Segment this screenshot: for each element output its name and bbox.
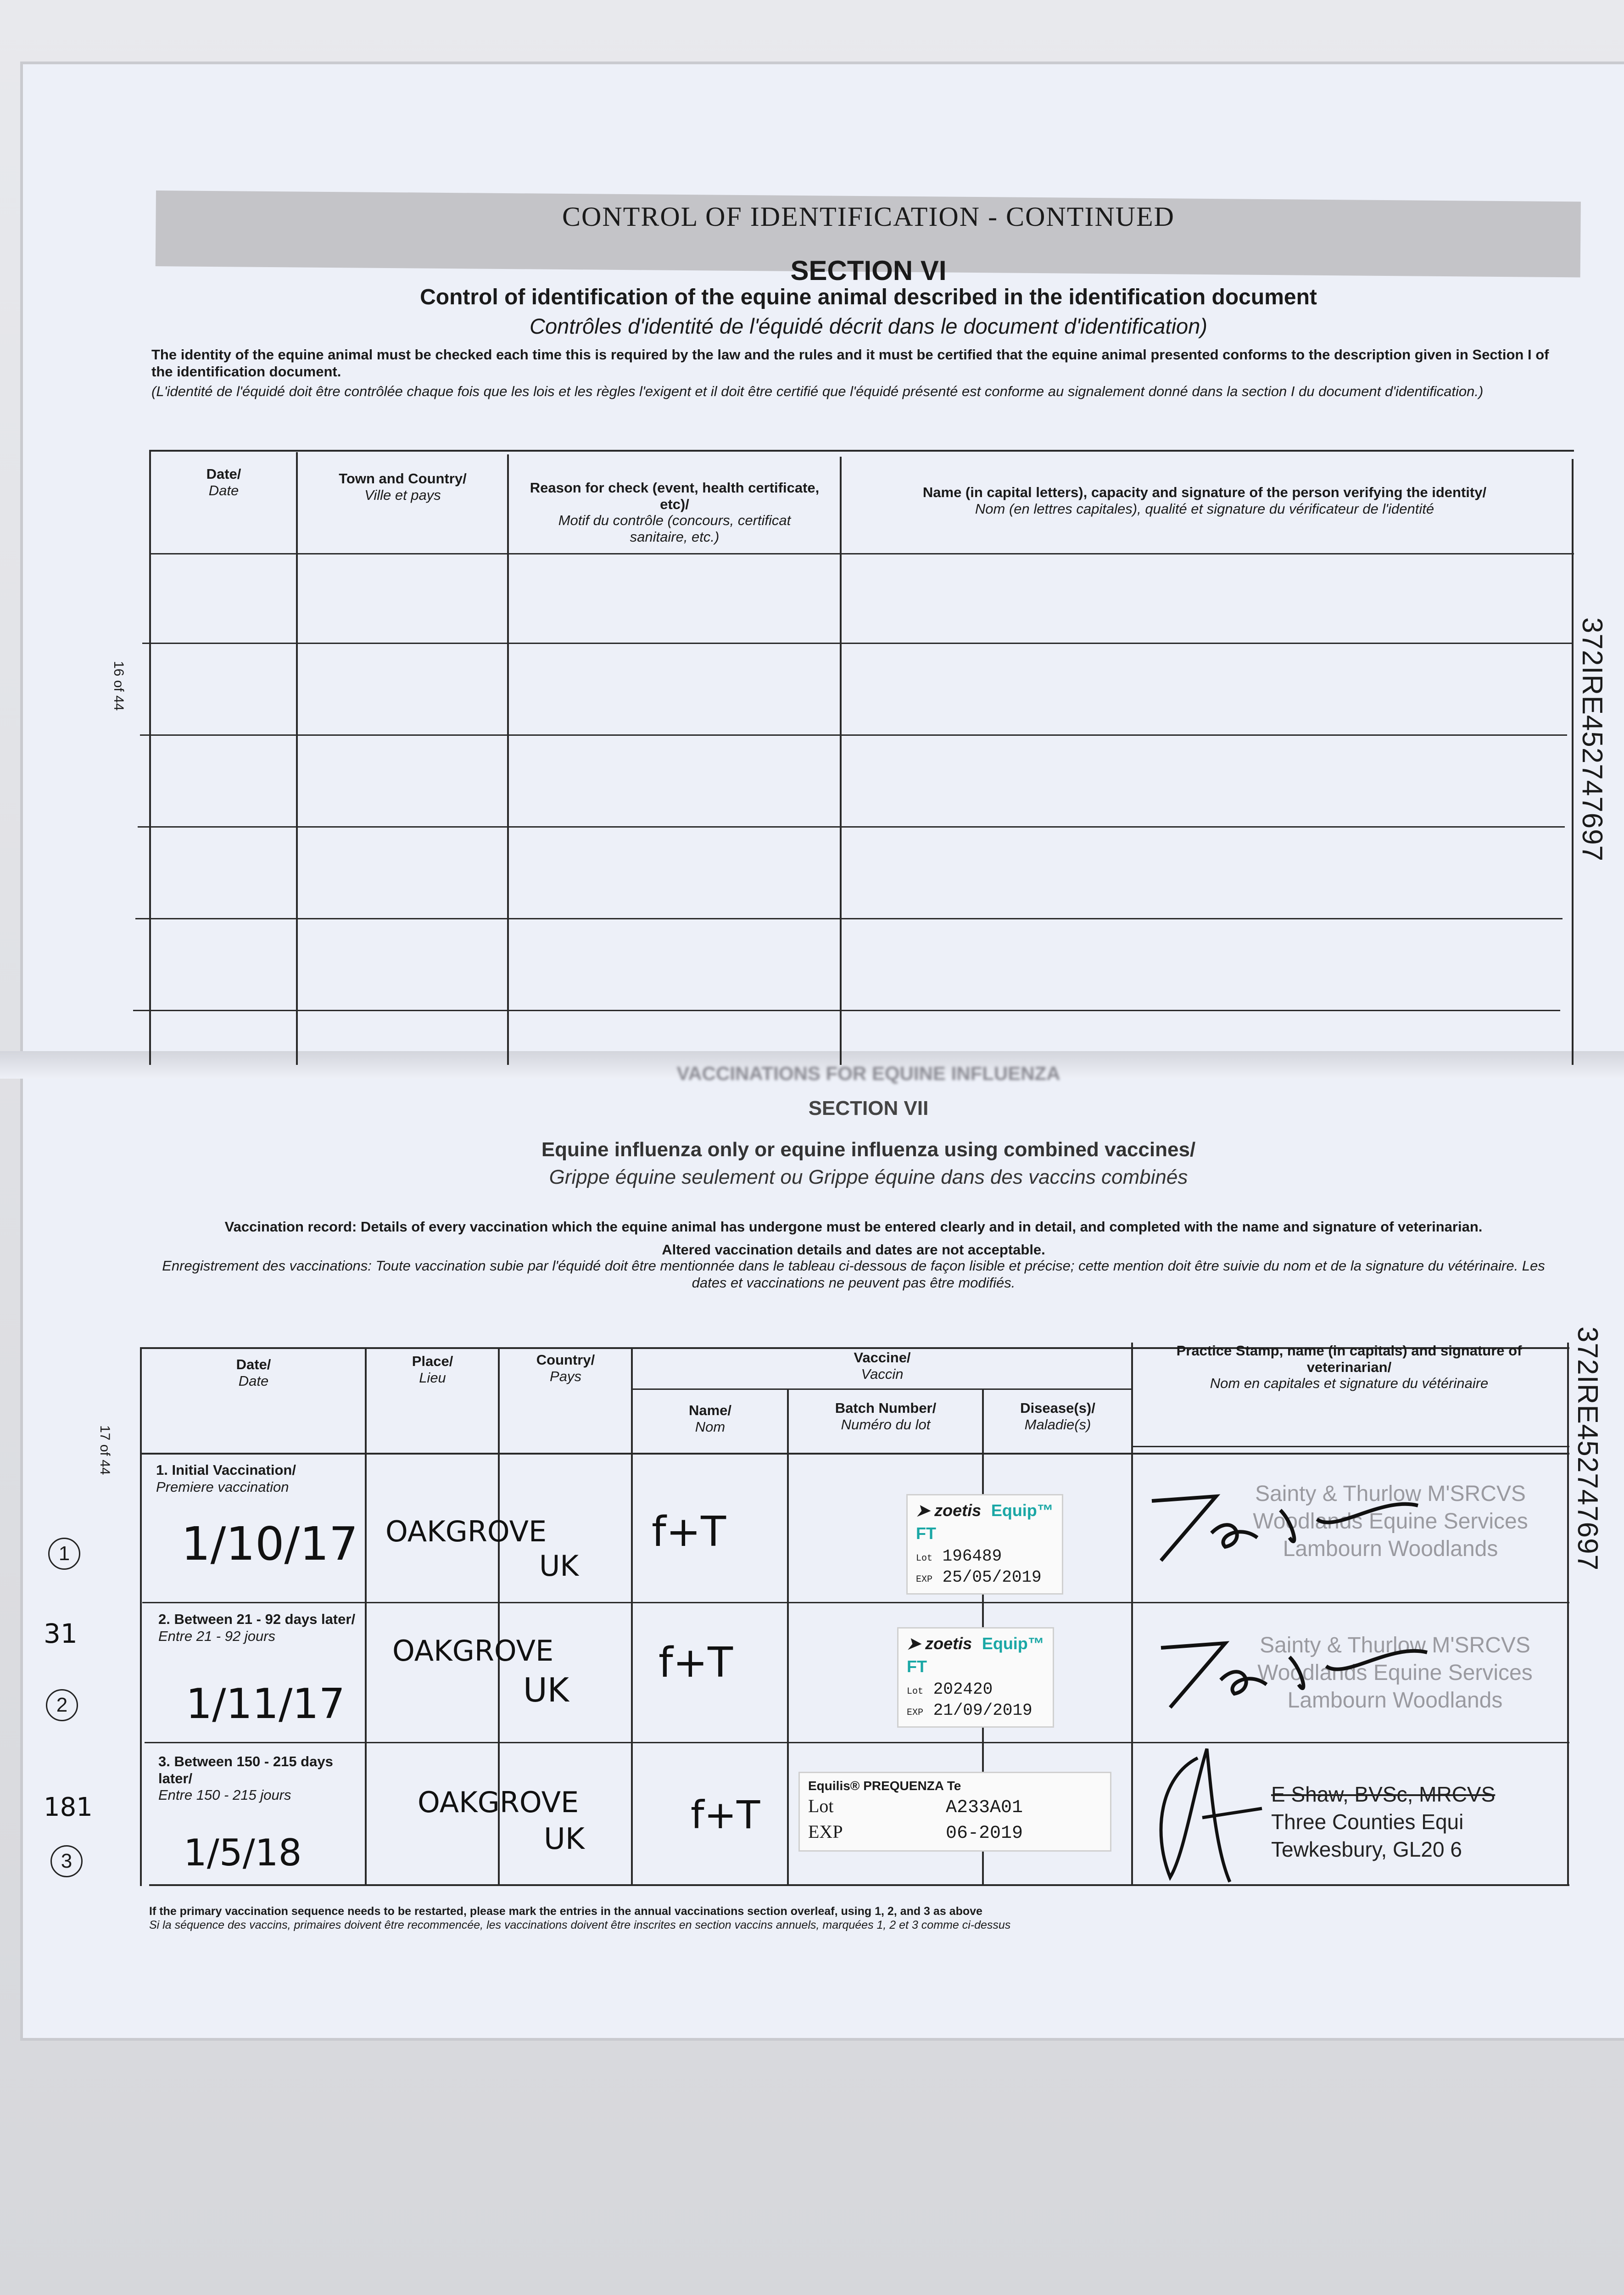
vax-name: f+T <box>659 1639 733 1687</box>
vet-signature-3 <box>1143 1740 1271 1891</box>
col-town-header: Town and Country/ Ville et pays <box>339 470 467 503</box>
col-practice-header: Practice Stamp, name (in capitals) and signature of veterinarian/ Nom en capitales et signature du vétérinaire <box>1176 1343 1522 1392</box>
section6-intro-fr: (L'identité de l'équidé doit être contrôlée chaque fois que les lois et les règles l'exigent et il doit être certifié que l'équidé présenté est conforme au signalement donné dans la section I du document d'identification.) <box>151 383 1484 399</box>
margin-note-31: 31 <box>44 1618 78 1649</box>
section7-blur-header: VACCINATIONS FOR EQUINE INFLUENZA <box>676 1063 1060 1084</box>
col-vax-date-header: Date/ Date <box>236 1356 271 1389</box>
vet-signature-2 <box>1152 1629 1450 1721</box>
section7-heading-fr: Grippe équine seulement ou Grippe équine dans des vaccins combinés <box>549 1166 1188 1188</box>
section6-heading-fr: Contrôles d'identité de l'équidé décrit dans le document d'identification) <box>530 314 1207 338</box>
vax-name: f+T <box>652 1508 726 1556</box>
row-label: 2. Between 21 - 92 days later/ Entre 21 - 92 jours <box>158 1611 356 1644</box>
vax-date: 1/11/17 <box>186 1680 345 1728</box>
vaccine-logo-icon: ➤ <box>916 1501 935 1520</box>
vax-country: UK <box>539 1549 579 1583</box>
page-number-17: 17 of 44 <box>97 1425 112 1475</box>
section7-heading-en: Equine influenza only or equine influenza using combined vaccines/ <box>541 1138 1196 1161</box>
vax-place: OAKGROVE <box>418 1786 579 1819</box>
footnote-fr: Si la séquence des vaccins, primaires doivent être recommencée, les vaccinations doivent être inscrites en section vaccins annuels, marquées 1, 2 et 3 comme ci-dessus <box>149 1919 1011 1931</box>
col-place-header: Place/ Lieu <box>412 1353 453 1386</box>
side-code-upper: 372IRE452747697 <box>1576 617 1608 862</box>
margin-circle-2: 2 <box>46 1689 78 1721</box>
footnote-en: If the primary vaccination sequence needs to be restarted, please mark the entries in the annual vaccinations section overleaf, using 1, 2, and 3 as above <box>149 1905 982 1918</box>
col-country-header: Country/ Pays <box>536 1352 595 1384</box>
vax-date: 1/5/18 <box>184 1831 302 1874</box>
col-vaccine-name-header: Name/ Nom <box>688 1402 732 1435</box>
vet-signature-1 <box>1143 1483 1441 1574</box>
vax-name: f+T <box>691 1792 760 1837</box>
col-disease-header: Disease(s)/ Maladie(s) <box>1020 1400 1095 1433</box>
row-label: 3. Between 150 - 215 days later/ Entre 150 - 215 jours <box>158 1753 333 1803</box>
vax-date: 1/10/17 <box>181 1517 358 1571</box>
col-batch-header: Batch Number/ Numéro du lot <box>835 1400 937 1433</box>
section7-title: SECTION VII <box>808 1097 929 1120</box>
col-date-header: Date/ Date <box>206 466 241 498</box>
vax-country: UK <box>544 1822 585 1856</box>
side-code-lower: 372IRE452747697 <box>1572 1327 1603 1571</box>
batch-label: Equilis® PREQUENZA Te Lot A233A01 EXP 06-2019 <box>798 1772 1111 1852</box>
margin-circle-1: 1 <box>48 1538 80 1570</box>
section6-title: SECTION VI <box>790 255 947 286</box>
practice-stamp: E Shaw, BVSc, MRCVS Three Counties Equi Tewkesbury, GL20 6 <box>1271 1782 1496 1861</box>
col-verifier-header: Name (in capital letters), capacity and signature of the person verifying the identity/ Nom (en lettres capitales), qualité et signature du vérificateur de l'identité <box>922 484 1487 517</box>
col-vaccine-header: Vaccine/ Vaccin <box>854 1349 911 1382</box>
section7-intro-en-2: Altered vaccination details and dates are not acceptable. <box>662 1242 1045 1258</box>
section6-intro-en: The identity of the equine animal must be checked each time this is required by the law and the rules and it must be certified that the equine animal presented conforms to the description given in Section I of the identification document. <box>151 347 1549 380</box>
margin-circle-3: 3 <box>50 1845 83 1877</box>
section7-intro-fr: Enregistrement des vaccinations: Toute vaccination subie par l'équidé doit être mentionnée dans le tableau ci-dessous de façon lisible et précise; cette mention doit être suivie du nom et de la signature du vétérinaire. Les dates et vaccinations ne peuvent pas être modifiés. <box>162 1258 1545 1291</box>
col-reason-header: Reason for check (event, health certificate, etc)/ Motif du contrôle (concours, certificat sanitaire, etc.) <box>530 480 820 545</box>
margin-note-181: 181 <box>44 1792 93 1822</box>
section7-intro-en-1: Vaccination record: Details of every vaccination which the equine animal has undergone must be entered clearly and in detail, and completed with the name and signature of veterinarian. <box>224 1219 1483 1235</box>
vax-place: OAKGROVE <box>392 1634 554 1668</box>
banner-title: CONTROL OF IDENTIFICATION - CONTINUED <box>562 202 1175 232</box>
practice-stamp: Sainty & Thurlow M'SRCVS Woodlands Equine Services Lambourn Woodlands <box>1257 1633 1533 1713</box>
practice-stamp: Sainty & Thurlow M'SRCVS Woodlands Equine Services Lambourn Woodlands <box>1253 1482 1528 1561</box>
vaccine-logo-icon: ➤ <box>907 1634 926 1653</box>
vax-place: OAKGROVE <box>385 1515 547 1548</box>
row-label: 1. Initial Vaccination/ Premiere vaccination <box>156 1462 296 1495</box>
section6-heading-en: Control of identification of the equine animal described in the identification document <box>420 285 1317 309</box>
batch-label: ➤ zoetis Equip™ FT Lot 202420 EXP 21/09/2019 <box>897 1627 1054 1728</box>
page-number-16: 16 of 44 <box>111 661 126 711</box>
batch-label: ➤ zoetis Equip™ FT Lot 196489 EXP 25/05/2019 <box>906 1494 1063 1595</box>
vax-country: UK <box>523 1671 569 1709</box>
